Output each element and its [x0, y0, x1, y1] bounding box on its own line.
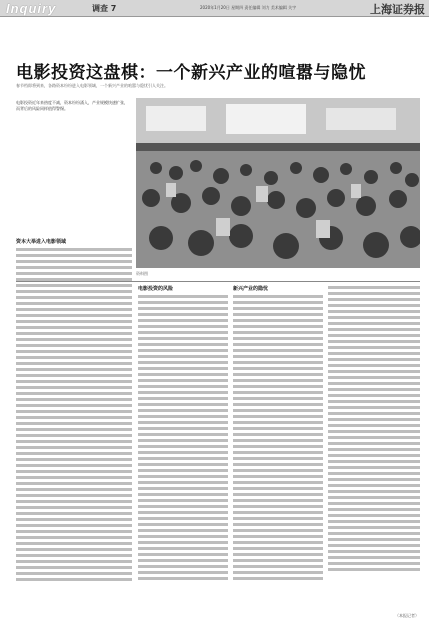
- cinema-crowd-photo: [136, 98, 420, 268]
- text-column-3: [233, 283, 323, 603]
- photo-illustration: [136, 98, 420, 268]
- article-lead: 春节档即将到来，各路资本纷纷进入电影领域，一个新兴产业的喧嚣与隐忧引人关注。: [16, 83, 168, 88]
- dateline: 2020年1月20日 星期四 责任编辑 刘力 美术编辑 关宇: [200, 5, 297, 10]
- text-column-4: [328, 283, 420, 603]
- newspaper-name: 上海证券报: [370, 3, 425, 16]
- article-title: 电影投资这盘棋：一个新兴产业的喧嚣与隐忧: [16, 63, 366, 83]
- text-column-2: [138, 283, 228, 603]
- subhead-1: 资本大举进入电影领域: [16, 239, 67, 245]
- section-logo: Inquiry: [6, 1, 57, 16]
- subhead-3: 新兴产业的隐忧: [233, 286, 269, 292]
- section-label: 调查 7: [92, 4, 117, 13]
- photo-caption: 资料图: [136, 271, 148, 276]
- text-column-1: [16, 236, 132, 602]
- section-divider: [16, 281, 420, 282]
- subhead-2: 电影投资的风险: [138, 286, 174, 292]
- byline: （本报记者）: [395, 613, 419, 618]
- page-header: [0, 0, 429, 17]
- article-intro: 电影投资近年来热度不减，资本纷纷涌入，产业规模快速扩张，而背后的风险同样值得警惕。: [16, 100, 128, 111]
